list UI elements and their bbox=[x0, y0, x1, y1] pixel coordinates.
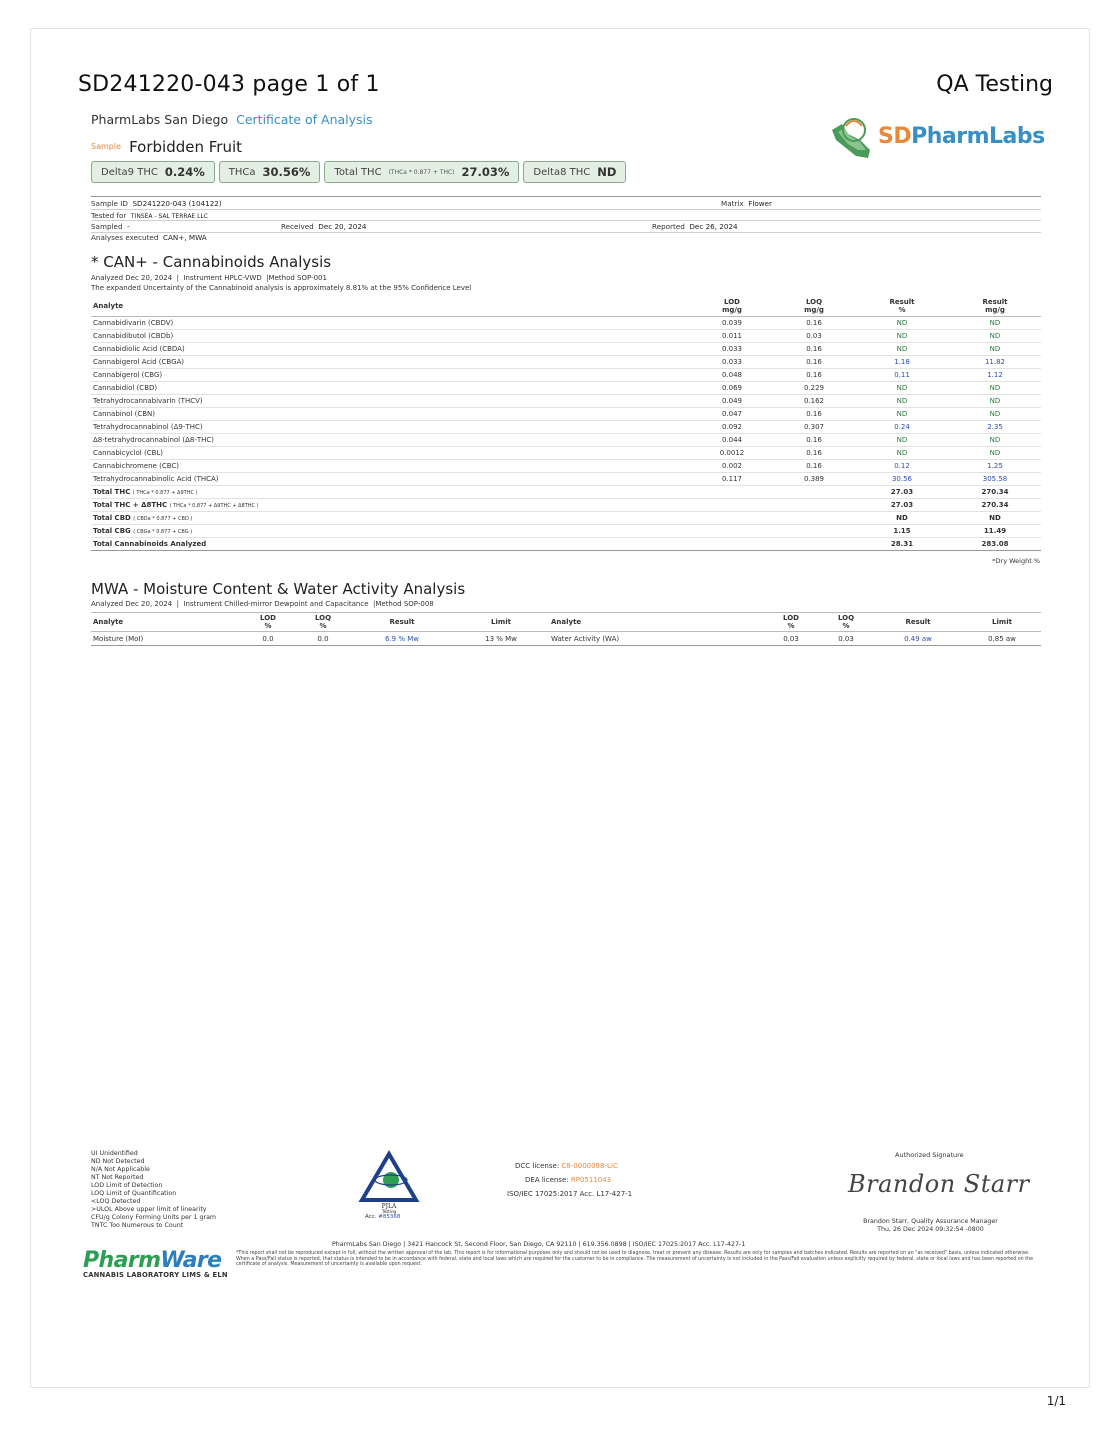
total-row bbox=[91, 512, 1041, 525]
tested-for-value: TINSEA - SAL TERRAE LLC bbox=[130, 213, 208, 220]
table-row bbox=[91, 460, 1041, 473]
total-mg: ND bbox=[949, 512, 1041, 525]
authorized-signature-label: Authorized Signature bbox=[895, 1151, 964, 1159]
result-mg: ND bbox=[949, 447, 1041, 460]
divider bbox=[91, 209, 1041, 210]
badge-label: Delta9 THC bbox=[101, 166, 158, 178]
lod-value: 0.048 bbox=[691, 369, 773, 382]
sample-id-value: SD241220-043 (104122) bbox=[132, 199, 222, 208]
total-row bbox=[91, 538, 1041, 551]
legend-item: CFU/g Colony Forming Units per 1 gram bbox=[91, 1214, 217, 1221]
legend-item: <LOQ Detected bbox=[91, 1198, 141, 1205]
svg-text:PJLA: PJLA bbox=[381, 1203, 397, 1210]
result-pct: ND bbox=[855, 434, 949, 447]
result-pct: ND bbox=[855, 447, 949, 460]
sampled-row: Sampled - bbox=[91, 222, 130, 231]
table-header-row bbox=[91, 296, 1041, 317]
analyses-value: CAN+, MWA bbox=[162, 233, 207, 242]
lod-value: 0.092 bbox=[691, 421, 773, 434]
reported-date: Dec 26, 2024 bbox=[689, 222, 738, 231]
result-pct: ND bbox=[855, 395, 949, 408]
result-pct: ND bbox=[855, 330, 949, 343]
legend-item: LOQ Limit of Quantification bbox=[91, 1190, 177, 1197]
moisture-result: 6.9 % Mw bbox=[351, 632, 453, 646]
badge-delta8-thc bbox=[523, 161, 626, 183]
certificate-of-analysis-label: Certificate of Analysis bbox=[236, 112, 373, 127]
pjla-triangle-icon bbox=[358, 1150, 420, 1214]
table-row bbox=[91, 408, 1041, 421]
accreditation-number: Acc. #85368 bbox=[365, 1214, 401, 1220]
legend-item: UI Unidentified bbox=[91, 1150, 138, 1157]
total-pct: 1.15 bbox=[855, 525, 949, 538]
total-mg: 270.34 bbox=[949, 499, 1041, 512]
sdpharmlabs-logo bbox=[826, 110, 1046, 166]
matrix-row: Matrix Flower bbox=[721, 199, 773, 208]
uncertainty-note: The expanded Uncertainty of the Cannabinoid analysis is approximately 8.81% at the 95% Confidence Level bbox=[91, 284, 472, 292]
badge-thca bbox=[219, 161, 321, 183]
total-row bbox=[91, 499, 1041, 512]
result-mg: ND bbox=[949, 330, 1041, 343]
badge-total-thc bbox=[324, 161, 519, 183]
table-row bbox=[91, 356, 1041, 369]
table-row bbox=[91, 317, 1041, 330]
legend-item: N/A Not Applicable bbox=[91, 1166, 150, 1173]
table-row bbox=[91, 330, 1041, 343]
total-analyte: Total THC + Δ8THC ( THCa * 0.877 + Δ9THC + Δ8THC ) bbox=[91, 499, 691, 512]
badge-label: Total THC bbox=[334, 166, 382, 178]
loq-value: 0.229 bbox=[773, 382, 855, 395]
water-activity-analyte: Water Activity (WA) bbox=[549, 632, 763, 646]
badge-formula: (THCa * 0.877 + THC) bbox=[388, 168, 455, 176]
disclaimer-text: *This report shall not be reproduced except in full, without the written approval of the lab. This report is for informational purposes only and should not be used to diagnose, treat or prevent any disease. Results are only for samples and batches indicated. Results are reported on an "as received" basis, unless indicated otherwise. When a Pass/Fail status is reported, that status is intended to be in accordance with federal, state and local laws which are required for the customer to be in compliance. The measurement of uncertainty is not included in the Pass/Fail evaluation unless explicitly required by federal, state or local laws and has been reported on the certificate of analysis. Measurement of uncertainty is available upon request. bbox=[236, 1251, 1034, 1268]
lod-value: 0.069 bbox=[691, 382, 773, 395]
result-pct: ND bbox=[855, 408, 949, 421]
table-row bbox=[91, 382, 1041, 395]
dcc-license: DCC license: C8-0000098-LIC bbox=[515, 1162, 618, 1170]
table-row bbox=[91, 369, 1041, 382]
total-pct: 27.03 bbox=[855, 499, 949, 512]
lod-value: 0.033 bbox=[691, 343, 773, 356]
result-mg: ND bbox=[949, 408, 1041, 421]
total-mg: 283.08 bbox=[949, 538, 1041, 551]
badge-label: Delta8 THC bbox=[533, 166, 591, 178]
loq-value: 0.389 bbox=[773, 473, 855, 486]
analyte-name: Tetrahydrocannabinol (Δ9-THC) bbox=[91, 421, 691, 434]
total-analyte: Total Cannabinoids Analyzed bbox=[91, 538, 691, 551]
analyte-name: Cannabichromene (CBC) bbox=[91, 460, 691, 473]
col-result-pct: Result % bbox=[855, 296, 949, 317]
loq-value: 0.16 bbox=[773, 317, 855, 330]
sample-label: Sample bbox=[91, 142, 121, 151]
sample-line bbox=[91, 136, 242, 156]
loq-value: 0.307 bbox=[773, 421, 855, 434]
lab-address: PharmLabs San Diego | 3421 Hancock St, Second Floor, San Diego, CA 92110 | 619.356.0898 | ISO/IEC 17025:2017 Acc. L17-427-1 bbox=[332, 1241, 746, 1248]
moisture-analyte: Moisture (MoI) bbox=[91, 632, 241, 646]
total-analyte: Total CBD ( CBDa * 0.877 + CBD ) bbox=[91, 512, 691, 525]
col-lod: LOD mg/g bbox=[691, 296, 773, 317]
legend-item: >ULOL Above upper limit of linearity bbox=[91, 1206, 207, 1213]
result-mg: ND bbox=[949, 382, 1041, 395]
tested-for-row: Tested for TINSEA - SAL TERRAE LLC bbox=[91, 211, 208, 220]
svg-text:Testing: Testing bbox=[381, 1209, 397, 1214]
result-mg: ND bbox=[949, 343, 1041, 356]
cannabinoids-meta: Analyzed Dec 20, 2024 | Instrument HPLC-VWD |Method SOP-001 bbox=[91, 274, 327, 282]
analyte-name: Cannabidivarin (CBDV) bbox=[91, 317, 691, 330]
legend-item: NT Not Reported bbox=[91, 1174, 144, 1181]
analyte-name: Cannabidibutol (CBDb) bbox=[91, 330, 691, 343]
dea-license: DEA license: RP0511043 bbox=[525, 1176, 612, 1184]
badge-value: ND bbox=[597, 165, 617, 179]
total-pct: ND bbox=[855, 512, 949, 525]
loq-value: 0.162 bbox=[773, 395, 855, 408]
total-pct: 28.31 bbox=[855, 538, 949, 551]
lod-value: 0.044 bbox=[691, 434, 773, 447]
lod-value: 0.039 bbox=[691, 317, 773, 330]
badge-value: 0.24% bbox=[164, 165, 205, 179]
table-row bbox=[91, 421, 1041, 434]
total-pct: 27.03 bbox=[855, 486, 949, 499]
result-pct: ND bbox=[855, 382, 949, 395]
loq-value: 0.16 bbox=[773, 369, 855, 382]
matrix-value: Flower bbox=[748, 199, 773, 208]
divider bbox=[91, 220, 1041, 221]
received-row: Received Dec 20, 2024 bbox=[281, 222, 367, 231]
badge-value: 30.56% bbox=[262, 165, 311, 179]
divider bbox=[91, 196, 1041, 197]
total-row bbox=[91, 486, 1041, 499]
analyte-name: Δ8-tetrahydrocannabinol (Δ8-THC) bbox=[91, 434, 691, 447]
analyte-name: Cannabidiol (CBD) bbox=[91, 382, 691, 395]
dry-weight-note: *Dry Weight % bbox=[992, 557, 1040, 565]
page-number: 1/1 bbox=[1046, 1394, 1066, 1408]
lod-value: 0.0012 bbox=[691, 447, 773, 460]
analyte-name: Cannabicyclol (CBL) bbox=[91, 447, 691, 460]
table-row bbox=[91, 343, 1041, 356]
result-mg: 2.35 bbox=[949, 421, 1041, 434]
col-loq: LOQ mg/g bbox=[773, 296, 855, 317]
lab-line bbox=[91, 112, 373, 127]
iso-accreditation: ISO/IEC 17025:2017 Acc. L17-427-1 bbox=[507, 1190, 633, 1198]
table-row bbox=[91, 395, 1041, 408]
analyte-name: Cannabinol (CBN) bbox=[91, 408, 691, 421]
water-activity-result: 0.49 aw bbox=[873, 632, 963, 646]
loq-value: 0.16 bbox=[773, 343, 855, 356]
result-mg: 1.12 bbox=[949, 369, 1041, 382]
pjla-logo bbox=[358, 1150, 420, 1224]
result-mg: 11.82 bbox=[949, 356, 1041, 369]
reported-row: Reported Dec 26, 2024 bbox=[652, 222, 738, 231]
signed-timestamp: Thu, 26 Dec 2024 09:32:54 -0800 bbox=[877, 1225, 984, 1233]
handwritten-signature: Brandon Starr bbox=[848, 1170, 1030, 1198]
result-pct: 1.18 bbox=[855, 356, 949, 369]
table-row: Moisture (MoI) 0.0 0.0 6.9 % Mw 13 % Mw Water Activity (WA) 0.03 0.03 0.49 aw 0.85 aw bbox=[91, 632, 1041, 646]
legend-item: ND Not Detected bbox=[91, 1158, 145, 1165]
lod-value: 0.011 bbox=[691, 330, 773, 343]
sample-name: Forbidden Fruit bbox=[129, 137, 243, 156]
total-mg: 270.34 bbox=[949, 486, 1041, 499]
potency-badges bbox=[91, 161, 626, 183]
lod-value: 0.002 bbox=[691, 460, 773, 473]
loq-value: 0.16 bbox=[773, 434, 855, 447]
total-row bbox=[91, 525, 1041, 538]
divider bbox=[91, 232, 1041, 233]
received-date: Dec 20, 2024 bbox=[318, 222, 367, 231]
loq-value: 0.03 bbox=[773, 330, 855, 343]
badge-value: 27.03% bbox=[461, 165, 510, 179]
analyte-name: Tetrahydrocannabinolic Acid (THCA) bbox=[91, 473, 691, 486]
signer-name: Brandon Starr, Quality Assurance Manager bbox=[863, 1218, 998, 1225]
table-row bbox=[91, 473, 1041, 486]
legend-item: TNTC Too Numerous to Count bbox=[91, 1222, 184, 1229]
moisture-table bbox=[91, 612, 1041, 646]
badge-delta9-thc bbox=[91, 161, 215, 183]
result-pct: 0.24 bbox=[855, 421, 949, 434]
result-pct: 0.11 bbox=[855, 369, 949, 382]
moisture-section-title: MWA - Moisture Content & Water Activity Analysis bbox=[91, 580, 466, 598]
loq-value: 0.16 bbox=[773, 356, 855, 369]
analyte-name: Cannabigerol (CBG) bbox=[91, 369, 691, 382]
analyte-name: Cannabidiolic Acid (CBDA) bbox=[91, 343, 691, 356]
total-mg: 11.49 bbox=[949, 525, 1041, 538]
result-mg: ND bbox=[949, 434, 1041, 447]
result-pct: ND bbox=[855, 343, 949, 356]
lod-value: 0.033 bbox=[691, 356, 773, 369]
signer-block bbox=[858, 1218, 1003, 1233]
qa-testing-label: QA Testing bbox=[936, 72, 1053, 97]
result-mg: ND bbox=[949, 395, 1041, 408]
result-mg: 305.58 bbox=[949, 473, 1041, 486]
table-row bbox=[91, 434, 1041, 447]
analyte-name: Tetrahydrocannabivarin (THCV) bbox=[91, 395, 691, 408]
col-analyte: Analyte bbox=[91, 296, 691, 317]
cannabinoids-section-title: * CAN+ - Cannabinoids Analysis bbox=[91, 253, 332, 271]
analyses-row: Analyses executed CAN+, MWA bbox=[91, 233, 207, 242]
result-pct: 0.12 bbox=[855, 460, 949, 473]
cannabinoids-table bbox=[91, 296, 1041, 551]
analyte-name: Cannabigerol Acid (CBGA) bbox=[91, 356, 691, 369]
abbreviation-legend bbox=[91, 1150, 216, 1230]
col-result-mg: Result mg/g bbox=[949, 296, 1041, 317]
legend-item: LOD Limit of Detection bbox=[91, 1182, 163, 1189]
loq-value: 0.16 bbox=[773, 460, 855, 473]
loq-value: 0.16 bbox=[773, 447, 855, 460]
badge-label: THCa bbox=[228, 166, 256, 178]
loq-value: 0.16 bbox=[773, 408, 855, 421]
table-row bbox=[91, 447, 1041, 460]
total-analyte: Total CBG ( CBGa * 0.877 + CBG ) bbox=[91, 525, 691, 538]
sample-id-row: Sample ID SD241220-043 (104122) bbox=[91, 199, 222, 208]
california-map-icon bbox=[826, 110, 882, 166]
lod-value: 0.049 bbox=[691, 395, 773, 408]
table-header-row: Analyte LOD % LOQ % Result Limit Analyte LOD % LOQ % Result Limit bbox=[91, 613, 1041, 632]
result-mg: 1.25 bbox=[949, 460, 1041, 473]
lod-value: 0.117 bbox=[691, 473, 773, 486]
result-mg: ND bbox=[949, 317, 1041, 330]
result-pct: ND bbox=[855, 317, 949, 330]
total-analyte: Total THC ( THCa * 0.877 + Δ9THC ) bbox=[91, 486, 691, 499]
logo-wordmark: SDPharmLabs bbox=[878, 124, 1045, 149]
pharmware-logo: PharmWare CANNABIS LABORATORY LIMS & ELN bbox=[83, 1248, 228, 1279]
lod-value: 0.047 bbox=[691, 408, 773, 421]
result-pct: 30.56 bbox=[855, 473, 949, 486]
moisture-meta: Analyzed Dec 20, 2024 | Instrument Chilled-mirror Dewpoint and Capacitance |Method SOP-008 bbox=[91, 600, 434, 608]
document-title: SD241220-043 page 1 of 1 bbox=[78, 72, 380, 97]
lab-name: PharmLabs San Diego bbox=[91, 112, 229, 127]
